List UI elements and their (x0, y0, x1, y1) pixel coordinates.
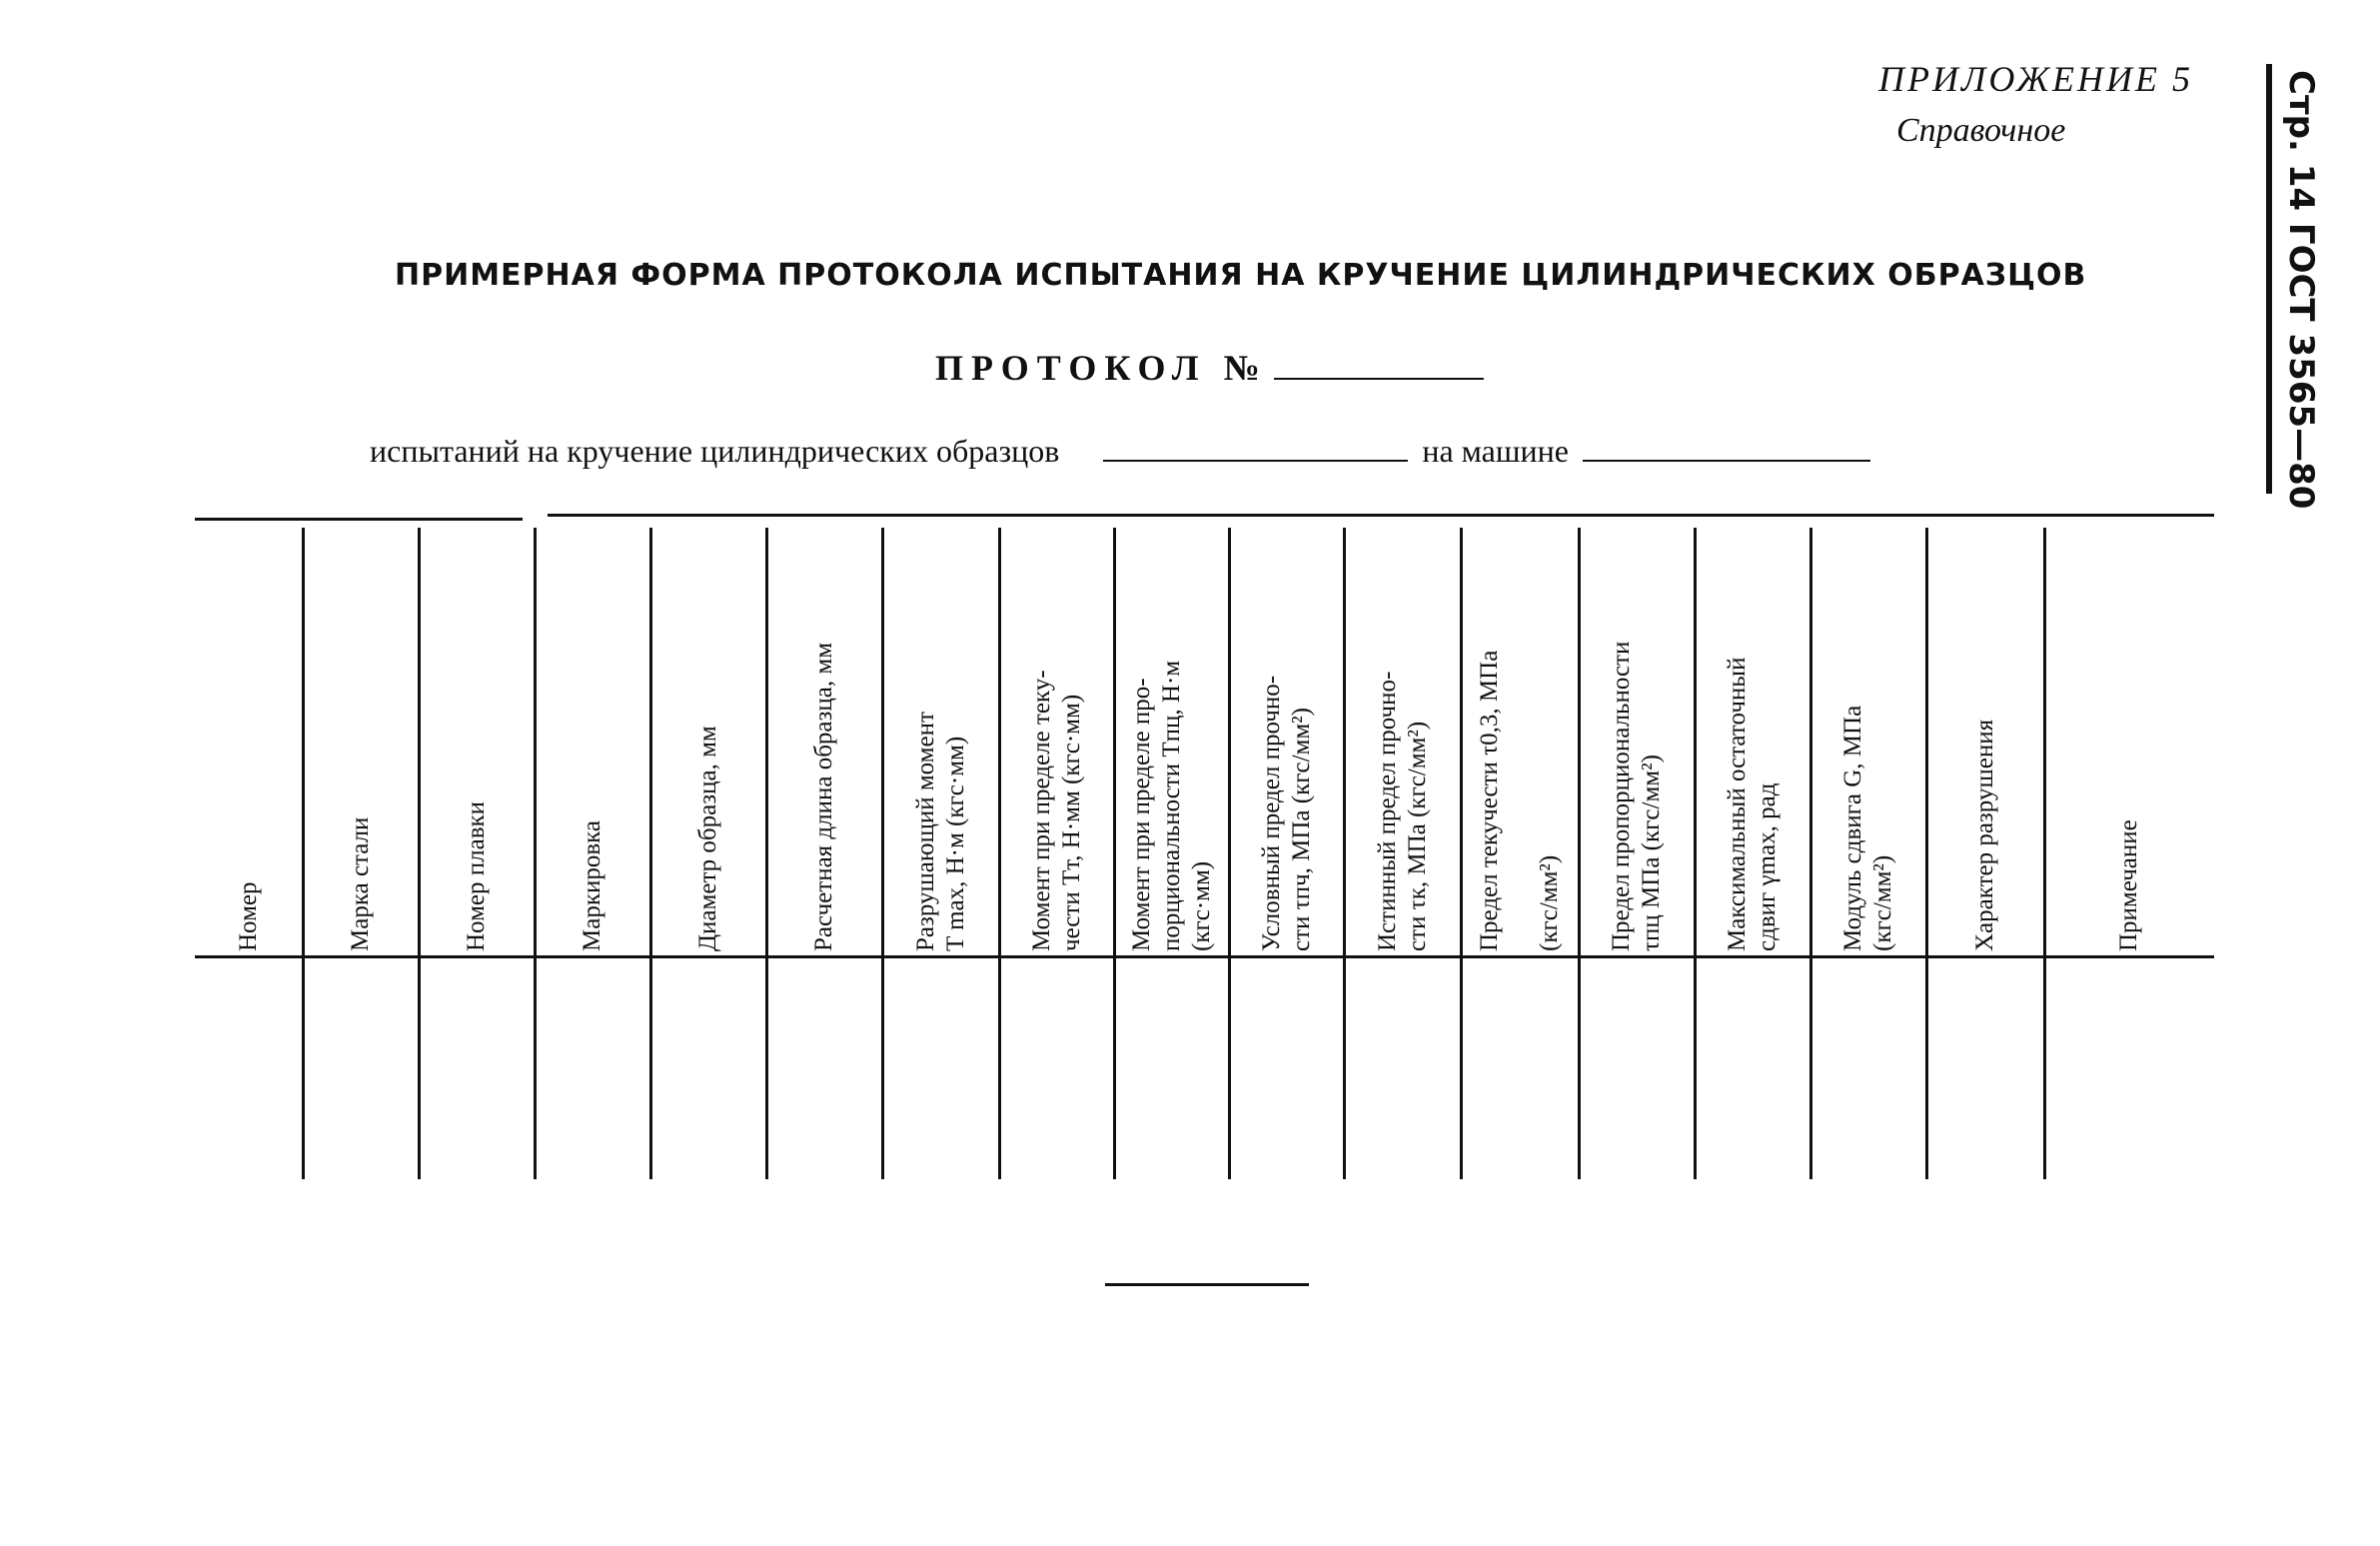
column-header-label: Максимальный остаточный сдвиг γmax, рад (1724, 657, 1781, 951)
table-cell[interactable] (1812, 961, 1924, 1171)
column-header-label: Разрушающий момент T max, Н·м (кгс·мм) (911, 712, 969, 951)
column-header-label: Условный предел прочно- сти τпч, МПа (кгс/мм²) (1257, 675, 1315, 951)
table-cell[interactable] (1116, 961, 1227, 1171)
column-header-label: Номер плавки (463, 800, 490, 951)
column-header (1970, 520, 2082, 951)
column-header (1607, 520, 1717, 951)
column-header (1723, 520, 1832, 951)
table-cell[interactable] (884, 961, 997, 1171)
table-cell[interactable] (1581, 961, 1693, 1171)
sample-field[interactable] (1103, 430, 1408, 462)
column-header-label: Момент при пределе теку- чести Tт, Н·мм (кгс·мм) (1027, 670, 1085, 951)
table-cell[interactable] (2046, 961, 2212, 1171)
column-header (346, 520, 456, 951)
column-header-label: Предел пропорциональности τпц МПа (кгс/мм²) (1608, 641, 1665, 951)
machine-label: на машине (1422, 433, 1569, 469)
column-header-label: Примечание (2115, 819, 2142, 951)
appendix-subtitle: Справочное (1896, 112, 2066, 149)
column-header-label: Марка стали (347, 816, 374, 951)
table-cell[interactable] (421, 961, 533, 1171)
table-cell[interactable] (1697, 961, 1808, 1171)
table-cell[interactable] (768, 961, 880, 1171)
side-header (2273, 70, 2329, 510)
table-cell[interactable] (652, 961, 764, 1171)
table-cell[interactable] (1463, 961, 1577, 1171)
protocol-number-field[interactable] (1274, 344, 1484, 380)
column-header-label: Предел текучести τ0,3, МПа (кгс/мм²) (1476, 650, 1563, 951)
column-header (1373, 520, 1484, 951)
page-standard-header: Стр. 14 ГОСТ 3565—80 (2281, 70, 2321, 510)
subtitle-text: испытаний на кручение цилиндрических образцов (370, 433, 1060, 469)
column-header (809, 520, 919, 951)
column-header-label: Расчетная длина образца, мм (810, 642, 837, 951)
protocol-subtitle (370, 430, 1870, 470)
table-cell[interactable] (1231, 961, 1342, 1171)
column-header (1838, 520, 1948, 951)
column-header-label: Диаметр образца, мм (694, 726, 721, 951)
column-header (1475, 520, 1587, 951)
column-header (693, 520, 803, 951)
table-header-rule (195, 955, 2214, 958)
column-header-label: Момент при пределе про- порциональности Tпц, Н·м (кгс·мм) (1127, 660, 1215, 951)
column-header-label: Маркировка (579, 819, 605, 951)
table-cell[interactable] (1928, 961, 2042, 1171)
column-header (1027, 520, 1136, 951)
table-cell[interactable] (305, 961, 417, 1171)
table-cell[interactable] (537, 961, 648, 1171)
column-header-label: Истинный предел прочно- сти τк, МПа (кгс/мм²) (1373, 671, 1431, 951)
column-header (1127, 520, 1236, 951)
column-header (2114, 520, 2278, 951)
side-rule (2266, 64, 2272, 494)
appendix-title: ПРИЛОЖЕНИЕ 5 (1878, 59, 2193, 99)
end-rule (1105, 1283, 1309, 1286)
column-header-label: Номер (235, 881, 262, 951)
column-header (911, 520, 1022, 951)
machine-field[interactable] (1583, 430, 1870, 462)
table-cell[interactable] (1001, 961, 1112, 1171)
column-header-label: Характер разрушения (1971, 719, 1998, 951)
table-cell[interactable] (1346, 961, 1459, 1171)
protocol-heading (935, 344, 1484, 389)
column-header (1257, 520, 1366, 951)
protocol-label: ПРОТОКОЛ № (935, 348, 1268, 388)
column-header-label: Модуль сдвига G, МПа (кгс/мм²) (1839, 705, 1896, 951)
column-header (234, 520, 336, 951)
column-header (462, 520, 572, 951)
table-top-rule (548, 514, 2214, 517)
column-header (578, 520, 687, 951)
form-title: ПРИМЕРНАЯ ФОРМА ПРОТОКОЛА ИСПЫТАНИЯ НА КРУЧЕНИЕ ЦИЛИНДРИЧЕСКИХ ОБРАЗЦОВ (395, 258, 2087, 293)
table-cell[interactable] (197, 961, 301, 1171)
